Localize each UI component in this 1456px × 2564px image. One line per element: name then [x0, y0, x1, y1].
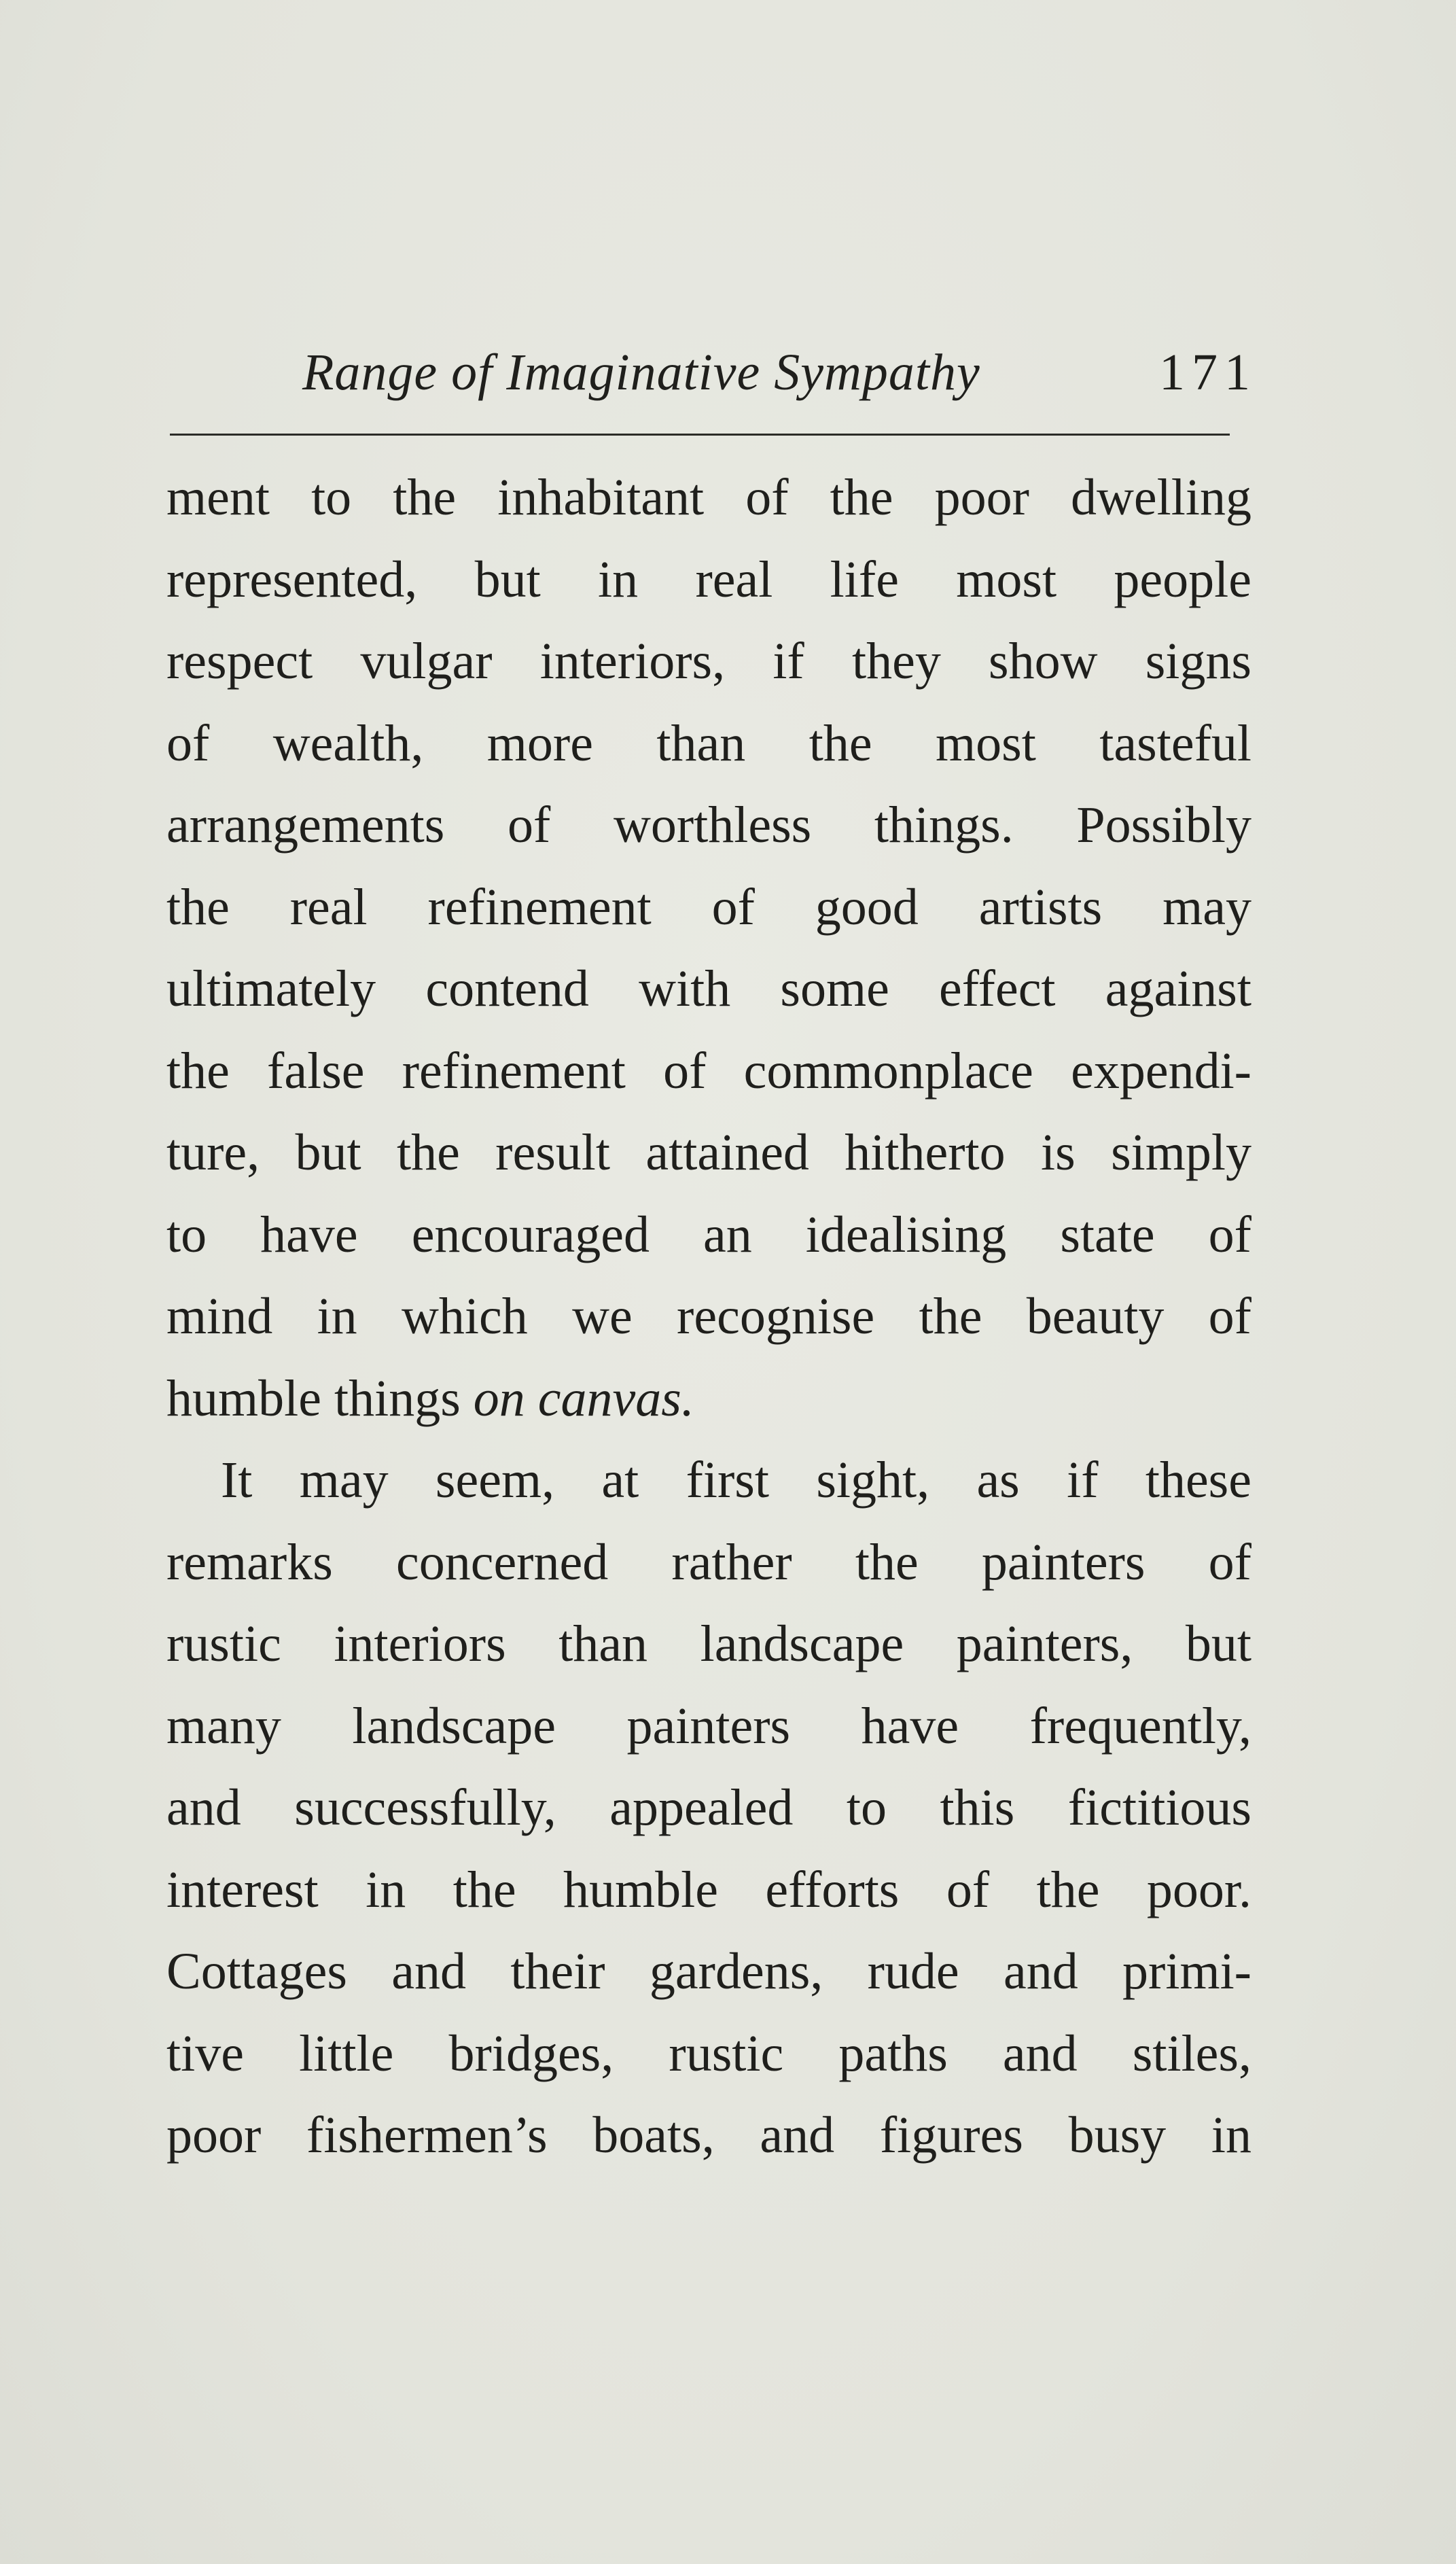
italic-phrase: on canvas. — [473, 1369, 694, 1427]
text-line: and successfully, appealed to this fictitious — [166, 1779, 1251, 1836]
page-number: 171 — [1159, 344, 1257, 401]
text-line: many landscape painters have frequently, — [166, 1697, 1251, 1755]
text-line: remarks concerned rather the painters of — [166, 1533, 1251, 1591]
text-line: rustic interiors than landscape painters, but — [166, 1615, 1251, 1672]
running-head — [170, 343, 1257, 411]
paragraph-last-line — [166, 1358, 1251, 1440]
text-line: Cottages and their gardens, rude and primi- — [166, 1943, 1251, 2000]
text-line: interest in the humble efforts of the poor. — [166, 1861, 1251, 1918]
text-line: ultimately contend with some effect against — [166, 960, 1251, 1017]
text-line: ture, but the result attained hitherto is simply — [166, 1124, 1251, 1181]
running-title: Range of Imaginative Sympathy — [302, 344, 980, 401]
text-line: mind in which we recognise the beauty of — [166, 1288, 1251, 1345]
text-fragment: humble things — [166, 1369, 461, 1427]
text-line: of wealth, more than the most tasteful — [166, 714, 1251, 772]
header-rule — [170, 434, 1230, 436]
text-line: the false refinement of commonplace expendi- — [166, 1042, 1251, 1100]
text-line: respect vulgar interiors, if they show signs — [166, 633, 1251, 690]
body-text — [166, 457, 1251, 2177]
paragraph-first-line: It may seem, at first sight, as if these — [221, 1452, 1251, 1509]
text-line: tive little bridges, rustic paths and stiles, — [166, 2024, 1251, 2082]
text-line: poor fishermen’s boats, and figures busy in — [166, 2107, 1251, 2164]
text-line: the real refinement of good artists may — [166, 878, 1251, 936]
text-line: to have encouraged an idealising state of — [166, 1206, 1251, 1263]
text-line: arrangements of worthless things. Possibly — [166, 796, 1251, 854]
text-line: ment to the inhabitant of the poor dwelling — [166, 469, 1251, 526]
text-line: represented, but in real life most people — [166, 550, 1251, 608]
